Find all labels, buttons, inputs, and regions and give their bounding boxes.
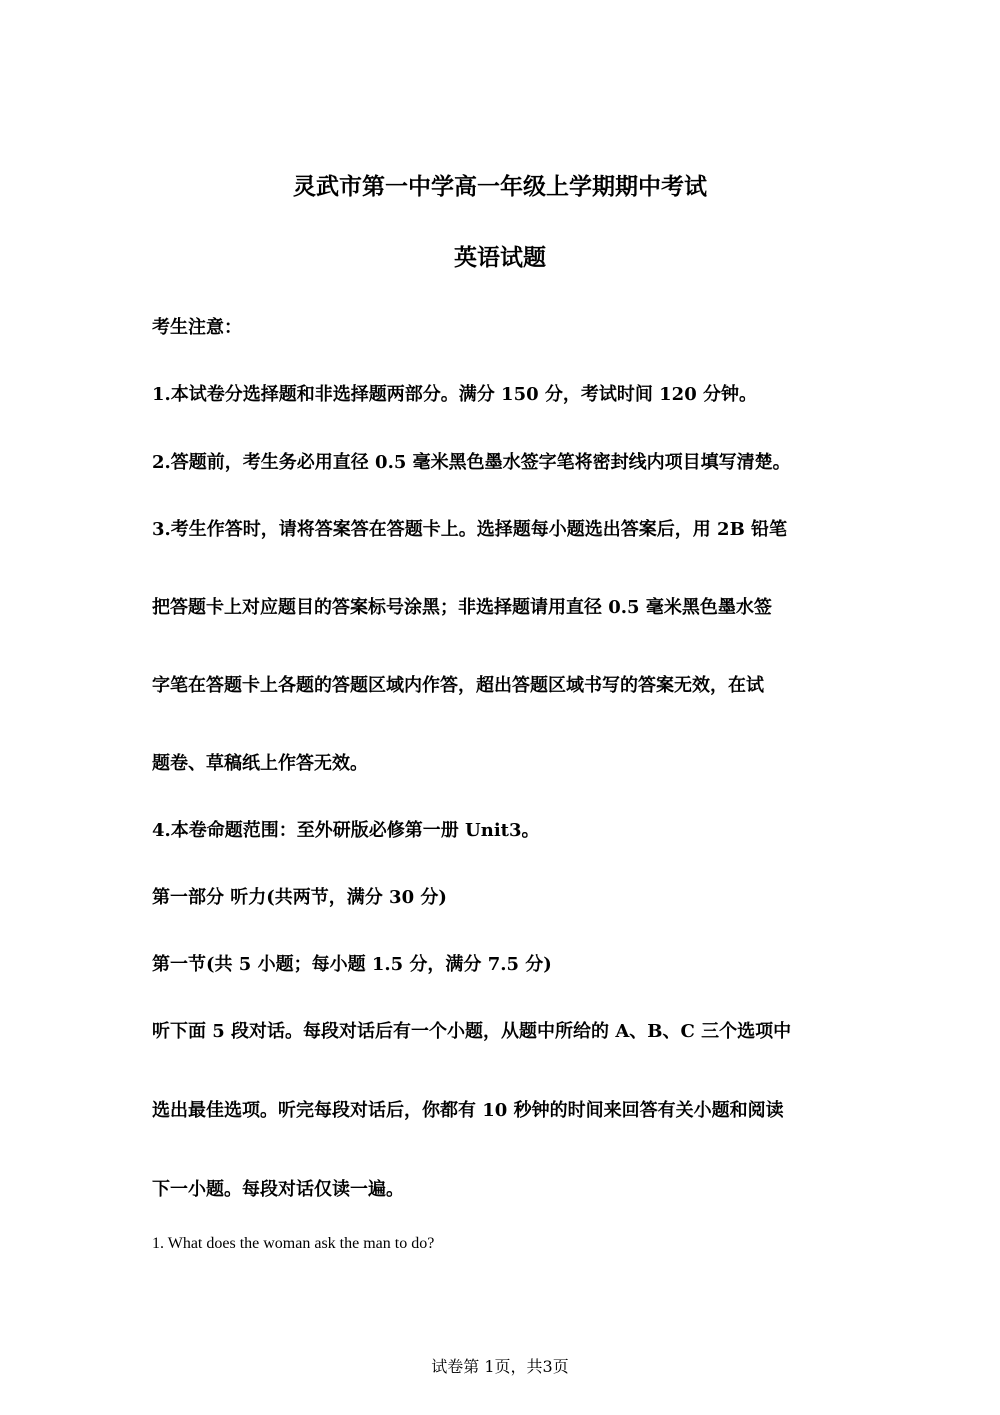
page-footer: 试卷第 1页，共3页 bbox=[431, 1357, 569, 1376]
instructions-line-3: 下一小题。每段对话仅读一遍。 bbox=[152, 1179, 404, 1200]
notice-item-3-line-4: 题卷、草稿纸上作答无效。 bbox=[152, 753, 368, 774]
instructions-line-1: 听下面 5 段对话。每段对话后有一个小题，从题中所给的 A、B、C 三个选项中 bbox=[152, 1021, 792, 1042]
exam-subtitle: 英语试题 bbox=[454, 244, 546, 271]
question-1: 1. What does the woman ask the man to do? bbox=[152, 1235, 435, 1252]
section1-heading: 第一节(共 5 小题；每小题 1.5 分，满分 7.5 分) bbox=[152, 954, 552, 975]
notice-item-1: 1.本试卷分选择题和非选择题两部分。满分 150 分，考试时间 120 分钟。 bbox=[152, 384, 758, 405]
notice-item-4: 4.本卷命题范围：至外研版必修第一册 Unit3。 bbox=[152, 820, 540, 841]
instructions-line-2: 选出最佳选项。听完每段对话后，你都有 10 秒钟的时间来回答有关小题和阅读 bbox=[152, 1100, 784, 1121]
notice-item-3-line-1: 3.考生作答时，请将答案答在答题卡上。选择题每小题选出答案后，用 2B 铅笔 bbox=[152, 519, 788, 540]
exam-title: 灵武市第一中学高一年级上学期期中考试 bbox=[293, 173, 707, 200]
notice-heading: 考生注意： bbox=[152, 317, 242, 338]
notice-item-3-line-3: 字笔在答题卡上各题的答题区域内作答，超出答题区域书写的答案无效，在试 bbox=[152, 675, 764, 696]
notice-item-3-line-2: 把答题卡上对应题目的答案标号涂黑；非选择题请用直径 0.5 毫米黑色墨水签 bbox=[152, 597, 772, 618]
part1-heading: 第一部分 听力(共两节，满分 30 分) bbox=[152, 887, 447, 908]
notice-item-2: 2.答题前，考生务必用直径 0.5 毫米黑色墨水签字笔将密封线内项目填写清楚。 bbox=[152, 452, 791, 473]
